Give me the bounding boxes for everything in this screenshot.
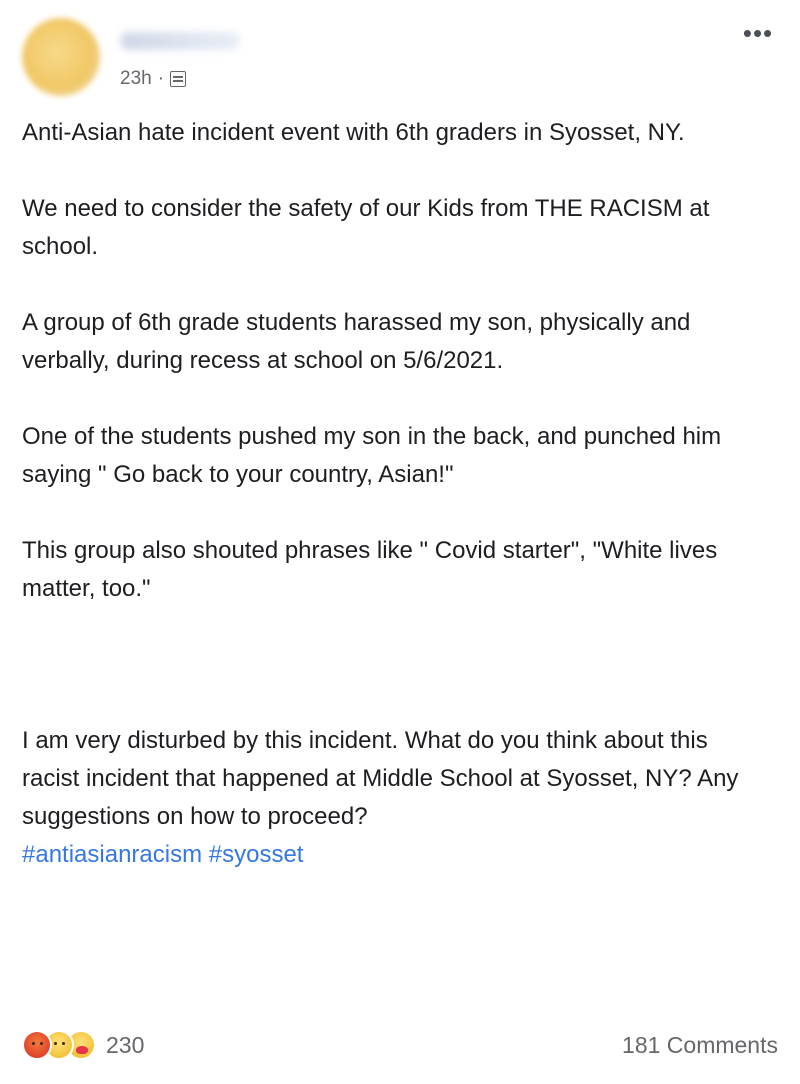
hashtag-link[interactable]: #antiasianracism — [22, 841, 203, 868]
angry-reaction-icon — [22, 1030, 52, 1060]
reactions-summary[interactable] — [22, 1030, 144, 1060]
hashtags — [22, 836, 762, 874]
post-paragraph: We need to consider the safety of our Kids from THE RACISM at school. — [22, 195, 710, 260]
post-paragraph: One of the students pushed my son in the back, and punched him saying " Go back to your country, Asian!" — [22, 423, 722, 488]
post-header — [22, 14, 782, 104]
post-paragraph: This group also shouted phrases like " Covid starter", "White lives matter, too." — [22, 537, 718, 602]
post-footer — [22, 1026, 778, 1066]
meta-separator: · — [157, 68, 165, 89]
ellipsis-icon: ••• — [742, 18, 774, 48]
post-paragraph: Anti-Asian hate incident event with 6th graders in Syosset, NY. — [22, 119, 685, 146]
more-options-button[interactable] — [738, 18, 778, 48]
post-meta — [120, 68, 186, 90]
comments-count[interactable]: 181 Comments — [622, 1032, 778, 1058]
group-audience-icon — [170, 71, 186, 87]
hashtag-link[interactable]: #syosset — [208, 841, 304, 868]
post-body — [22, 114, 762, 874]
author-name[interactable] — [120, 32, 240, 50]
reaction-count: 230 — [106, 1031, 145, 1058]
avatar[interactable] — [22, 18, 100, 96]
post-paragraph: I am very disturbed by this incident. What do you think about this racist incident that happened at Middle School at Syosset, NY? Any suggestions on how to proceed? — [22, 727, 739, 830]
timestamp[interactable]: 23h — [120, 68, 152, 89]
post-paragraph: A group of 6th grade students harassed my son, physically and verbally, during recess at school on 5/6/2021. — [22, 309, 691, 374]
